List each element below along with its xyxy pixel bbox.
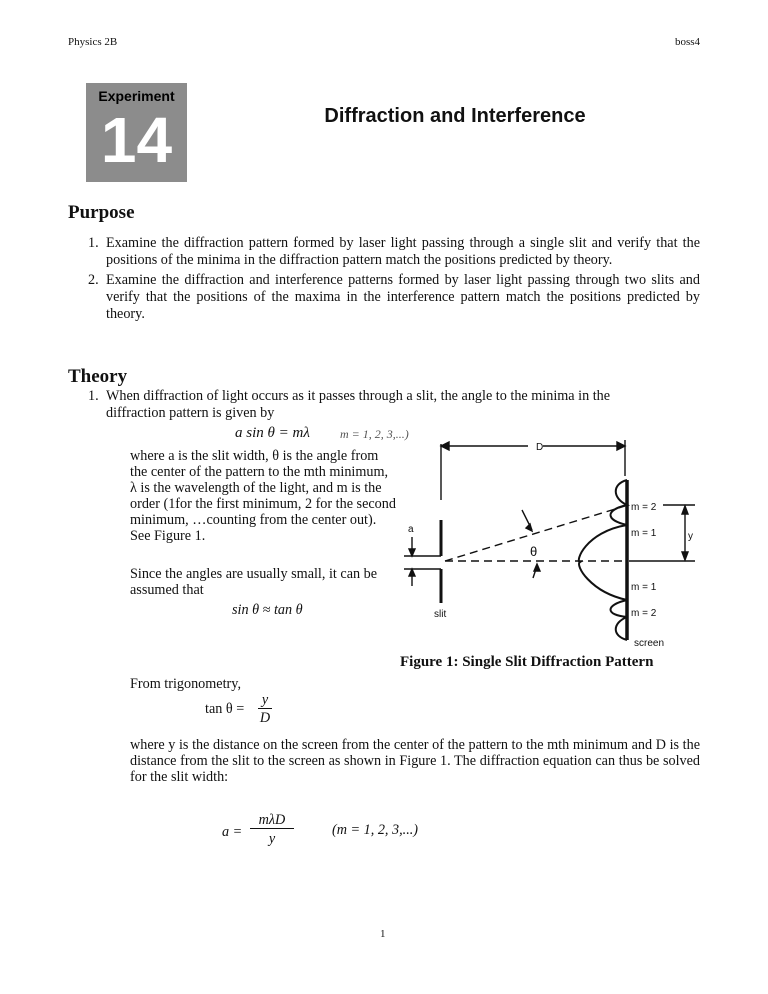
label-slit: slit xyxy=(434,609,447,620)
experiment-number: 14 xyxy=(100,104,173,176)
tan-eq-lhs: tan θ = xyxy=(205,701,245,717)
experiment-label: Experiment xyxy=(98,88,175,104)
label-m1-bottom: m = 1 xyxy=(631,582,657,593)
slit-eq-numerator: mλD xyxy=(250,812,294,829)
distance-paragraph: where y is the distance on the screen from the center of the pattern to the mth minimum and D is the distance from the slit to the screen as shown in Figure 1. The diffraction equation can thus be solved for the slit width: xyxy=(130,737,700,785)
label-screen: screen xyxy=(634,638,665,649)
equation-condition: m = 1, 2, 3,...) xyxy=(340,427,409,441)
slit-eq-denominator: y xyxy=(268,831,276,847)
small-angle-paragraph: Since the angles are usually small, it can be assumed that xyxy=(130,566,378,598)
label-m1-top: m = 1 xyxy=(631,528,657,539)
slit-eq-condition: (m = 1, 2, 3,...) xyxy=(332,822,419,838)
theory-item: 1. When diffraction of light occurs as it passes through a slit, the angle to the minima in the diffraction pattern is given by xyxy=(88,388,611,421)
label-m2-top: m = 2 xyxy=(631,502,657,513)
figure-caption: Figure 1: Single Slit Diffraction Pattern xyxy=(400,654,654,670)
slit-width-paragraph: where a is the slit width, θ is the angle from the center of the pattern to the mth minimum, λ is the wavelength of the light, and m is the order (1for the first minimum, 2 for the second minimum, …counting from the center out). See Figure 1. xyxy=(130,448,396,544)
page-number: 1 xyxy=(380,928,386,940)
small-angle-equation: sin θ ≈ tan θ xyxy=(232,602,303,618)
slit-eq-lhs: a = xyxy=(222,824,243,840)
intensity-curve xyxy=(579,480,627,640)
label-a: a xyxy=(408,524,414,535)
theory-heading: Theory xyxy=(68,366,128,387)
label-m2-bottom: m = 2 xyxy=(631,608,657,619)
purpose-item: 2. Examine the diffraction and interference patterns formed by laser light passing through two slits and verify that the positions of the maxima in the interference pattern match the positions predicted by theory. xyxy=(88,272,700,322)
equation-diffraction: a sin θ = mλ xyxy=(235,425,310,441)
purpose-item: 1. Examine the diffraction pattern formed by laser light passing through a single slit and verify that the positions of the minima in the diffraction pattern match the positions predicted by theory. xyxy=(88,235,700,268)
header-author: boss4 xyxy=(674,36,700,48)
label-y: y xyxy=(688,531,693,542)
trig-paragraph: From trigonometry, xyxy=(130,676,241,692)
header-course: Physics 2B xyxy=(68,36,118,48)
tan-eq-numerator: y xyxy=(258,692,272,709)
label-theta: θ xyxy=(530,544,538,559)
label-d: D xyxy=(536,442,544,453)
page-title: Diffraction and Interference xyxy=(324,105,586,127)
tan-eq-denominator: D xyxy=(259,710,271,726)
purpose-heading: Purpose xyxy=(68,202,135,223)
